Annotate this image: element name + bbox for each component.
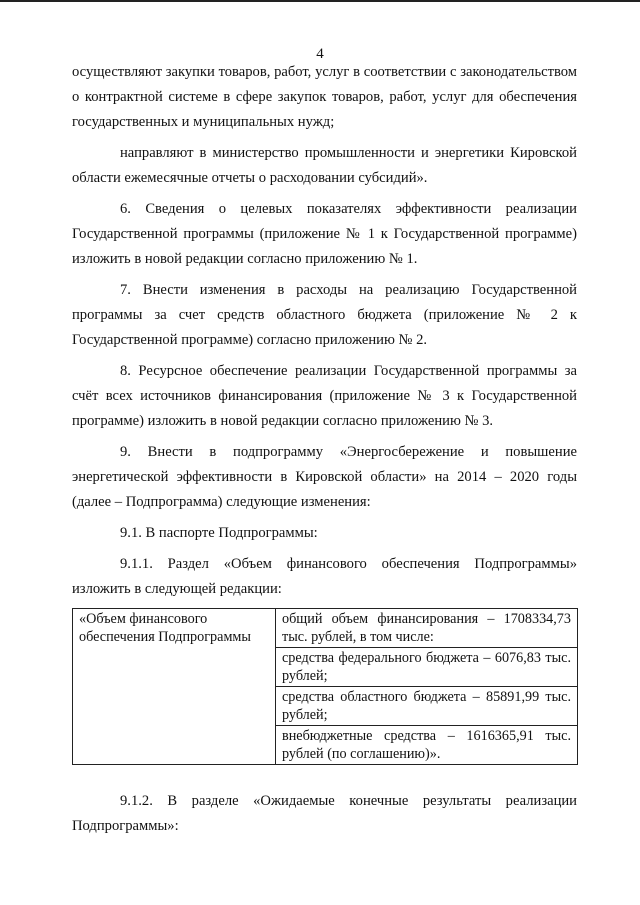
paragraph-item-9-1-2: 9.1.2. В разделе «Ожидаемые конечные результаты реализации Подпрограммы»: (72, 793, 577, 834)
paragraph-reports: направляют в министерство промышленности и энергетики Кировской области ежемесячные отчеты о расходовании субсидий». (72, 145, 577, 186)
table-label-cell: «Объем финансового обеспечения Подпрограммы (73, 609, 276, 765)
paragraph-item-8: 8. Ресурсное обеспечение реализации Государственной программы за счёт всех источников финансирования (приложение № 3 к Государственной программе) изложить в новой редакции согласно приложению № 3. (72, 363, 577, 429)
paragraph-item-9-1-1: 9.1.1. Раздел «Объем финансового обеспечения Подпрограммы» изложить в следующей редакции: (72, 556, 577, 597)
table-cell-regional: средства областного бюджета – 85891,99 тыс. рублей; (276, 687, 578, 726)
table-cell-federal: средства федерального бюджета – 6076,83 тыс. рублей; (276, 648, 578, 687)
paragraph-item-9-1: 9.1. В паспорте Подпрограммы: (120, 525, 318, 541)
table-row (73, 609, 578, 648)
paragraph-item-9: 9. Внести в подпрограмму «Энергосбережение и повышение энергетической эффективности в Кировской области» на 2014 – 2020 годы (далее – Подпрограмма) следующие изменения: (72, 444, 577, 510)
paragraph-procurement: осуществляют закупки товаров, работ, услуг в соответствии с законодательством о контрактной системе в сфере закупок товаров, работ, услуг для обеспечения государственных и муниципальных нужд; (72, 64, 577, 130)
paragraph-item-7: 7. Внести изменения в расходы на реализацию Государственной программы за счет средств областного бюджета (приложение № 2 к Государственной программе) согласно приложению № 2. (72, 282, 577, 348)
table-cell-total: общий объем финансирования – 1708334,73 тыс. рублей, в том числе: (276, 609, 578, 648)
document-body (72, 60, 577, 845)
paragraph-item-6: 6. Сведения о целевых показателях эффективности реализации Государственной программы (приложение № 1 к Государственной программе) изложить в новой редакции согласно приложению № 1. (72, 201, 577, 267)
table-cell-extrabudgetary: внебюджетные средства – 1616365,91 тыс. рублей (по соглашению)». (276, 726, 578, 765)
financing-table (72, 608, 578, 765)
page-top-border (0, 0, 640, 2)
page-number: 4 (316, 46, 324, 62)
